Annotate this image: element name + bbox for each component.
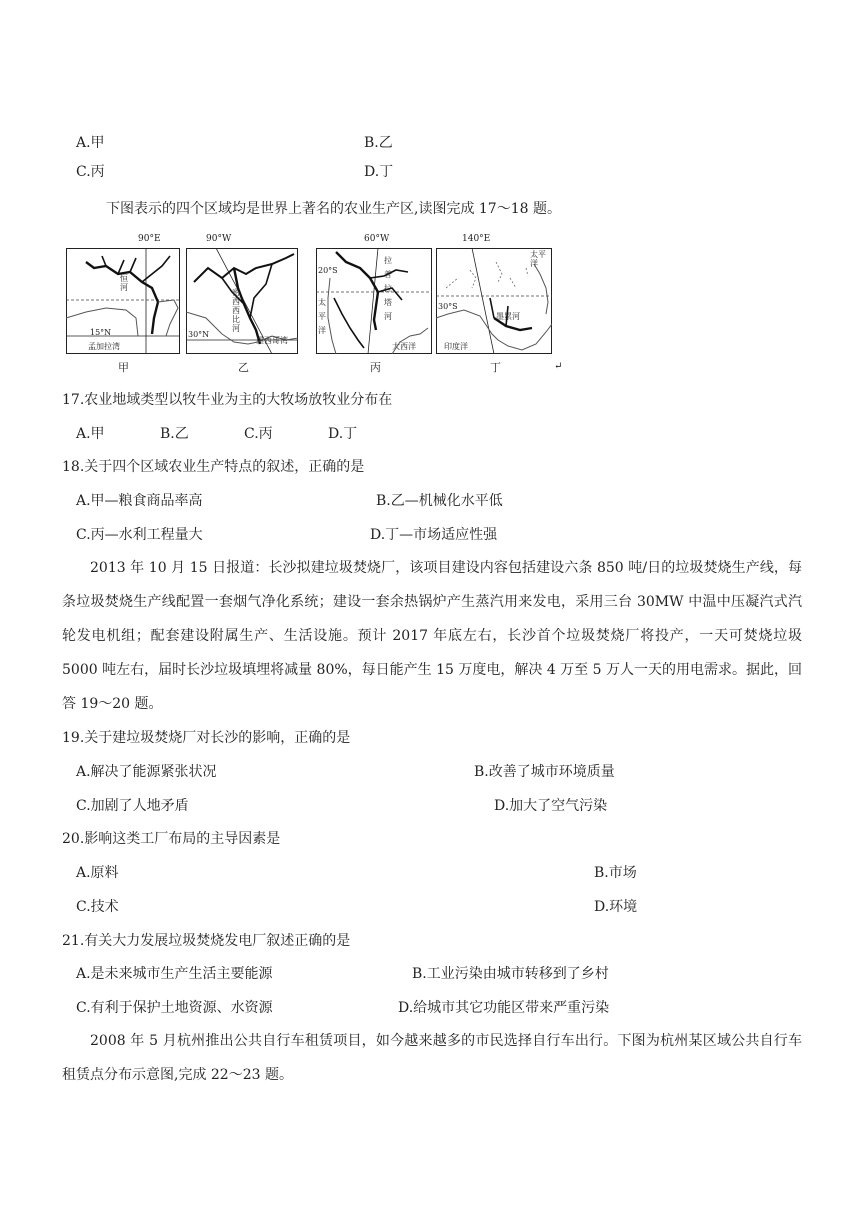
q17-stem: 17.农业地域类型以牧牛业为主的大牧场放牧业分布在 — [62, 392, 393, 408]
return-mark: ↵ — [554, 361, 563, 372]
intro-17-18: 下图表示的四个区域均是世界上著名的农业生产区,读图完成 17～18 题。 — [106, 201, 561, 217]
q21-option-a: A.是未来城市生产生活主要能源 — [76, 966, 273, 982]
map-yi-lon: 90°W — [206, 234, 232, 244]
map-ding-ocean-east: 太平洋 — [530, 250, 546, 268]
q21-option-b: B.工业污染由城市转移到了乡村 — [412, 966, 609, 982]
q20-option-d: D.环境 — [594, 899, 638, 915]
q16-option-a: A.甲 — [76, 135, 105, 151]
q19-option-b: B.改善了城市环境质量 — [474, 764, 615, 780]
map-jia-lon: 90°E — [138, 234, 161, 244]
q21-option-d: D.给城市其它功能区带来严重污染 — [398, 1000, 610, 1016]
map-yi-name: 乙 — [238, 361, 249, 374]
map-jia-lat: 15°N — [90, 328, 112, 337]
q20-option-b: B.市场 — [594, 865, 637, 881]
q16-option-d: D.丁 — [364, 164, 394, 180]
map-yi-lat: 30°N — [188, 330, 210, 339]
q18-option-c: C.丙—水利工程量大 — [76, 527, 203, 543]
agriculture-maps-figure — [64, 234, 563, 374]
q18-option-b: B.乙—机械化水平低 — [376, 493, 503, 509]
q18-option-d: D.丁—市场适应性强 — [370, 527, 498, 543]
q17-option-a: A.甲 — [76, 426, 105, 442]
map-jia-bay: 孟加拉湾 — [88, 342, 120, 351]
map-bing — [316, 248, 432, 354]
map-bing-lon: 60°W — [364, 234, 390, 244]
q19-stem: 19.关于建垃圾焚烧厂对长沙的影响，正确的是 — [62, 730, 351, 746]
map-bing-name: 丙 — [370, 361, 381, 374]
q20-option-a: A.原料 — [76, 865, 119, 881]
q19-option-a: A.解决了能源紧张状况 — [76, 764, 217, 780]
q21-stem: 21.有关大力发展垃圾焚烧发电厂叙述正确的是 — [62, 933, 351, 949]
q16-option-c: C.丙 — [76, 164, 105, 180]
map-ding-name: 丁 — [490, 361, 501, 374]
map-bing-lat: 20°S — [318, 266, 338, 275]
q18-stem: 18.关于四个区域农业生产特点的叙述，正确的是 — [62, 459, 365, 475]
q16-option-b: B.乙 — [364, 135, 393, 151]
map-ding — [436, 248, 552, 354]
q19-option-d: D.加大了空气污染 — [494, 798, 608, 814]
map-jia-name: 甲 — [118, 361, 129, 374]
map-ding-lon: 140°E — [462, 234, 491, 244]
map-jia-river: 恒河 — [120, 274, 128, 292]
map-yi-river: 密西西比河 — [232, 288, 240, 333]
q17-option-d: D.丁 — [328, 426, 358, 442]
map-bing-ocean-east: 大西洋 — [392, 342, 416, 351]
q17-option-b: B.乙 — [160, 426, 189, 442]
map-ding-lat: 30°S — [438, 302, 458, 311]
map-yi-gulf: 墨西哥湾 — [256, 336, 288, 345]
map-bing-river: 拉普拉塔河 — [384, 256, 392, 321]
q17-option-c: C.丙 — [244, 426, 273, 442]
q20-option-c: C.技术 — [76, 899, 119, 915]
passage-22-23: 2008 年 5 月杭州推出公共自行车租赁项目，如今越来越多的市民选择自行车出行。下图为杭州某区域公共自行车租赁点分布示意图,完成 22～23 题。 — [62, 1033, 802, 1083]
passage-19-20: 2013 年 10 月 15 日报道：长沙拟建垃圾焚烧厂，该项目建设内容包括建设六条 850 吨/日的垃圾焚烧生产线，每条垃圾焚烧生产线配置一套烟气净化系统；建设一套余热锅炉产生蒸汽用来发电，采用三台 30MW 中温中压凝汽式汽轮发电机组；配套建设附属生产、生活设施。预计 2017 年底左右，长沙首个垃圾焚烧厂将投产，一天可焚烧垃圾 5000 吨左右，届时长沙垃圾填埋将减量 80%，每日能产生 15 万度电，解决 4 万至 5 万人一天的用电需求。据此，回答 19～20 题。 — [62, 560, 802, 712]
map-yi — [186, 248, 298, 354]
q19-option-c: C.加剧了人地矛盾 — [76, 798, 189, 814]
q20-stem: 20.影响这类工厂布局的主导因素是 — [62, 831, 281, 847]
map-jia — [66, 248, 180, 354]
q18-option-a: A.甲—粮食商品率高 — [76, 493, 203, 509]
map-ding-ocean-south: 印度洋 — [444, 342, 468, 351]
map-bing-ocean-west: 太平洋 — [318, 298, 326, 335]
map-ding-river: 墨累河 — [496, 312, 520, 321]
q21-option-c: C.有利于保护土地资源、水资源 — [76, 1000, 273, 1016]
